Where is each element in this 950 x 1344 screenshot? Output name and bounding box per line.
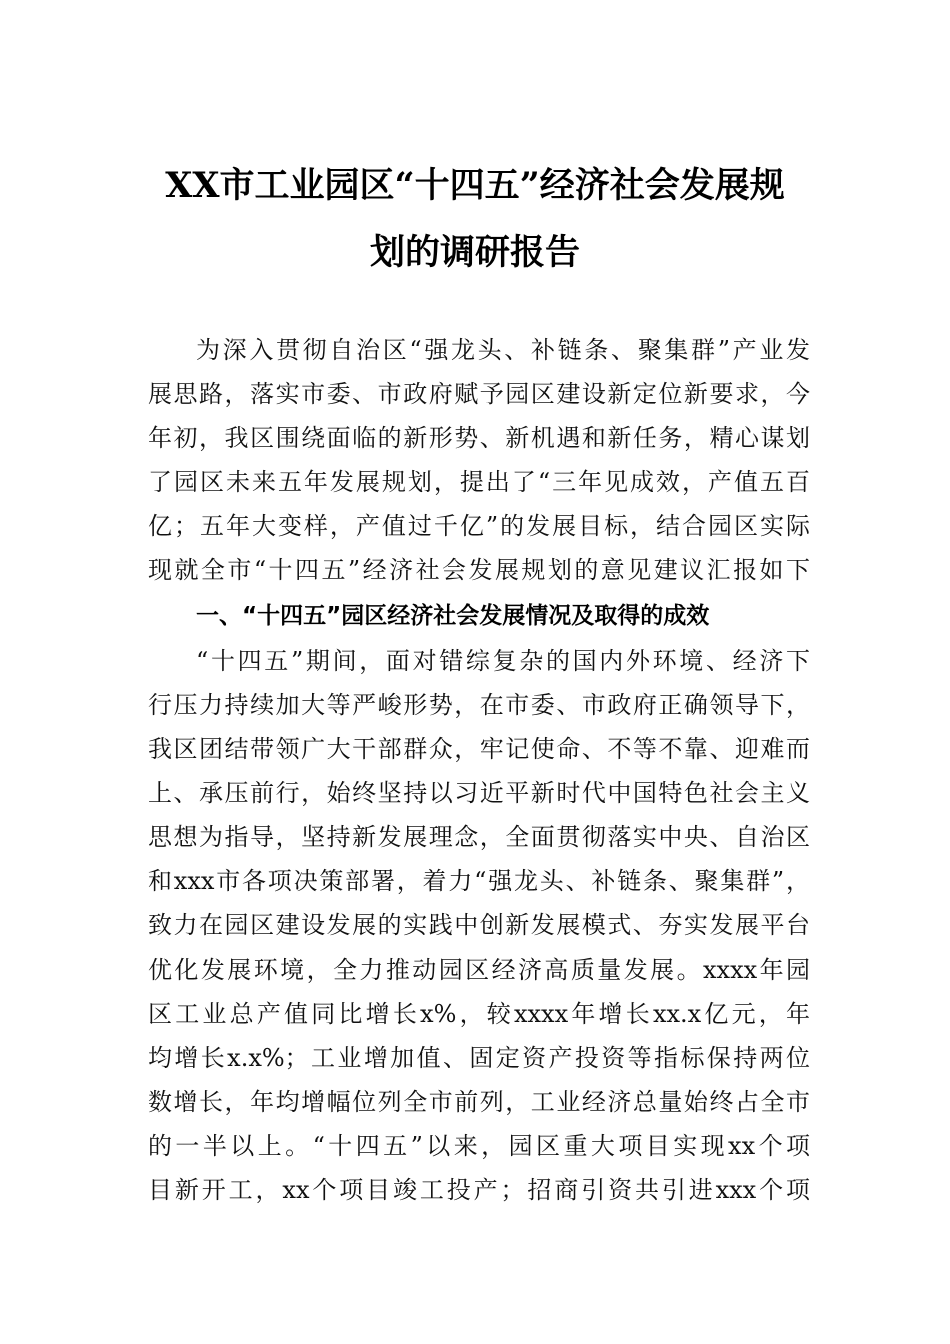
body-paragraph-line-6: 和xxx市各项决策部署，着力“强龙头、补链条、聚集群”， — [148, 867, 810, 895]
body-paragraph-line-11: 数增长，年均增幅位列全市前列，工业经济总量始终占全市 — [148, 1088, 810, 1116]
body-paragraph-line-8: 优化发展环境，全力推动园区经济高质量发展。xxxx年园 — [148, 956, 810, 984]
body-paragraph-line-7: 致力在园区建设发展的实践中创新发展模式、夯实发展平台 — [148, 911, 810, 939]
intro-paragraph-line-2: 展思路，落实市委、市政府赋予园区建设新定位新要求，今 — [148, 380, 810, 408]
body-paragraph-line-9: 区工业总产值同比增长x%，较xxxx年增长xx.x亿元，年 — [148, 1000, 810, 1028]
intro-paragraph-line-3: 年初，我区围绕面临的新形势、新机遇和新任务，精心谋划 — [148, 424, 810, 452]
body-paragraph-line-12: 的一半以上。“十四五”以来，园区重大项目实现xx个项 — [148, 1132, 810, 1160]
body-paragraph-line-10: 均增长x.x%；工业增加值、固定资产投资等指标保持两位 — [148, 1044, 810, 1072]
body-paragraph-line-1: “十四五”期间，面对错综复杂的国内外环境、经济下 — [196, 647, 810, 675]
intro-paragraph-line-6: 现就全市“十四五”经济社会发展规划的意见建议汇报如下 — [148, 556, 810, 584]
intro-paragraph-line-4: 了园区未来五年发展规划，提出了“三年见成效，产值五百 — [148, 468, 810, 496]
document-title-line-1: XX市工业园区“十四五”经济社会发展规 — [165, 165, 785, 206]
intro-paragraph-line-1: 为深入贯彻自治区“强龙头、补链条、聚集群”产业发 — [196, 336, 810, 364]
body-paragraph-line-3: 我区团结带领广大干部群众，牢记使命、不等不靠、迎难而 — [148, 735, 810, 763]
body-paragraph-line-2: 行压力持续加大等严峻形势，在市委、市政府正确领导下， — [148, 691, 810, 719]
body-paragraph-line-4: 上、承压前行，始终坚持以习近平新时代中国特色社会主义 — [148, 779, 810, 807]
section-heading: 一、“十四五”园区经济社会发展情况及取得的成效 — [196, 603, 710, 629]
intro-paragraph-line-5: 亿；五年大变样，产值过千亿”的发展目标，结合园区实际 — [148, 512, 810, 540]
body-paragraph-line-5: 思想为指导，坚持新发展理念，全面贯彻落实中央、自治区 — [148, 823, 810, 851]
document-title-line-2: 划的调研报告 — [369, 232, 580, 273]
body-paragraph-line-13: 目新开工，xx个项目竣工投产；招商引资共引进xxx个项 — [148, 1176, 810, 1204]
